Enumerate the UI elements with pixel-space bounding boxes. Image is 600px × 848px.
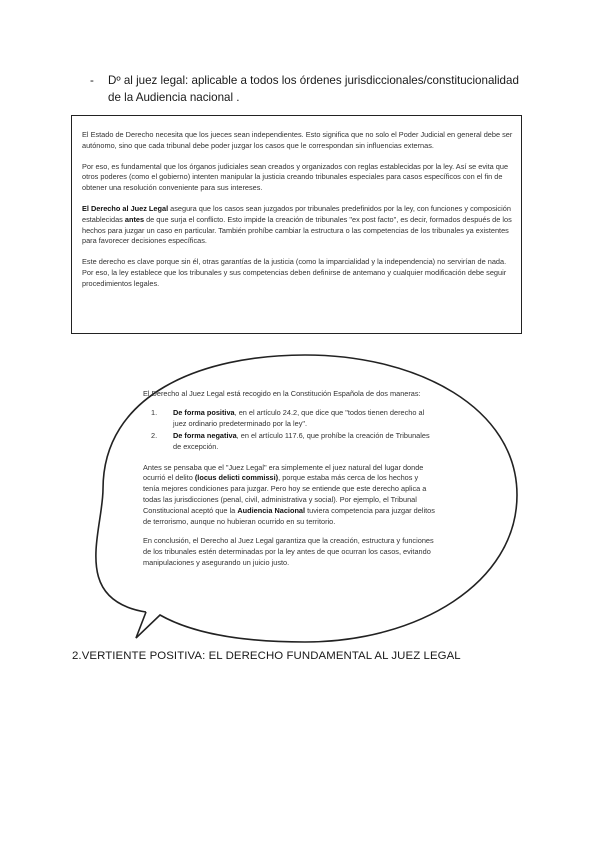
- box-paragraph-4: Este derecho es clave porque sin él, otras garantías de la justicia (como la imparcialidad y la independencia) no servirían de nada. Por eso, la ley establece que los tribunales y sus competencias deben definirse de antemano y cualquier modificación debe seguir procedimientos legales.: [82, 257, 507, 288]
- section-heading: 2.VERTIENTE POSITIVA: EL DERECHO FUNDAMENTAL AL JUEZ LEGAL: [72, 650, 461, 662]
- bubble-p2-bold-2: Audiencia Nacional: [237, 506, 306, 516]
- speech-bubble-content: [143, 389, 435, 577]
- bubble-p2-text-a: Antes se pensaba que el "Juez Legal" era simplemente el juez natural del lugar donde ocurrió el delito: [143, 462, 424, 483]
- bubble-p2-text-c: tuviera competencia para juzgar delitos de terrorismo, aunque no hubieran ocurrido en su territorio.: [143, 506, 435, 527]
- bubble-list: [143, 408, 435, 453]
- list-item-bold: De forma positiva: [173, 407, 235, 417]
- bullet-text: Dº al juez legal: aplicable a todos los órdenes jurisdiccionales/constitucionalidad de la Audiencia nacional .: [108, 74, 519, 104]
- box-p3-text-a: asegura que los casos sean juzgados por tribunales predefinidos por la ley, con funciones y composición establecidas: [82, 203, 511, 224]
- list-item-number: 2.: [151, 430, 158, 440]
- list-item-number: 1.: [151, 407, 158, 417]
- bubble-intro: El Derecho al Juez Legal está recogido en la Constitución Española de dos maneras:: [143, 389, 421, 398]
- box-p3-bold-2: antes: [124, 214, 145, 224]
- bubble-paragraph-3: En conclusión, el Derecho al Juez Legal garantiza que la creación, estructura y funciones de los tribunales estén determinadas por la ley antes de que ocurran los casos, evitando manipulaciones y asegurando un juicio justo.: [143, 535, 434, 567]
- bubble-paragraph-2: [143, 463, 435, 528]
- list-item-bold: De forma negativa: [173, 430, 237, 440]
- bullet-dash: -: [90, 74, 94, 87]
- bubble-p2-bold-1: (locus delicti commissi): [194, 473, 279, 483]
- box-paragraph-1: El Estado de Derecho necesita que los jueces sean independientes. Esto significa que no solo el Poder Judicial en general debe ser autónomo, sino que cada tribunal debe poder juzgar los casos que le correspondan sin influencias externas.: [82, 130, 513, 150]
- bubble-p2-text-b: , porque estaba más cerca de los hechos y tenía mejores condiciones para juzgar. Pero hoy se entiende que este derecho aplica a todas las jurisdicciones (penal, civil, administrativa y social). Por ejemplo, el Tribunal Constitucional aceptó que la: [143, 473, 427, 516]
- list-item-text: , en el artículo 24.2, que dice que "todos tienen derecho al juez ordinario predeterminado por la ley".: [173, 407, 425, 428]
- box-paragraph-2: Por eso, es fundamental que los órganos judiciales sean creados y organizados con reglas establecidas por la ley. Así se evita que otros poderes (como el gobierno) intenten manipular la justicia creando tribunales especiales para casos específicos con el fin de obtener una resolución conveniente para sus intereses.: [82, 161, 509, 193]
- list-item: [143, 408, 435, 430]
- list-item-text: , en el artículo 117.6, que prohíbe la creación de Tribunales de excepción.: [173, 430, 430, 451]
- box-p3-bold-1: El Derecho al Juez Legal: [82, 203, 169, 213]
- box-p3-text-b: de que surja el conflicto. Esto impide la creación de tribunales "ex post facto", es decir, formados después de los hechos para juzgar un caso en particular. También prohíbe cambiar la estructura o las competencias de los tribunales ya existentes para favorecer decisiones específicas.: [82, 214, 512, 246]
- list-item: [143, 431, 435, 453]
